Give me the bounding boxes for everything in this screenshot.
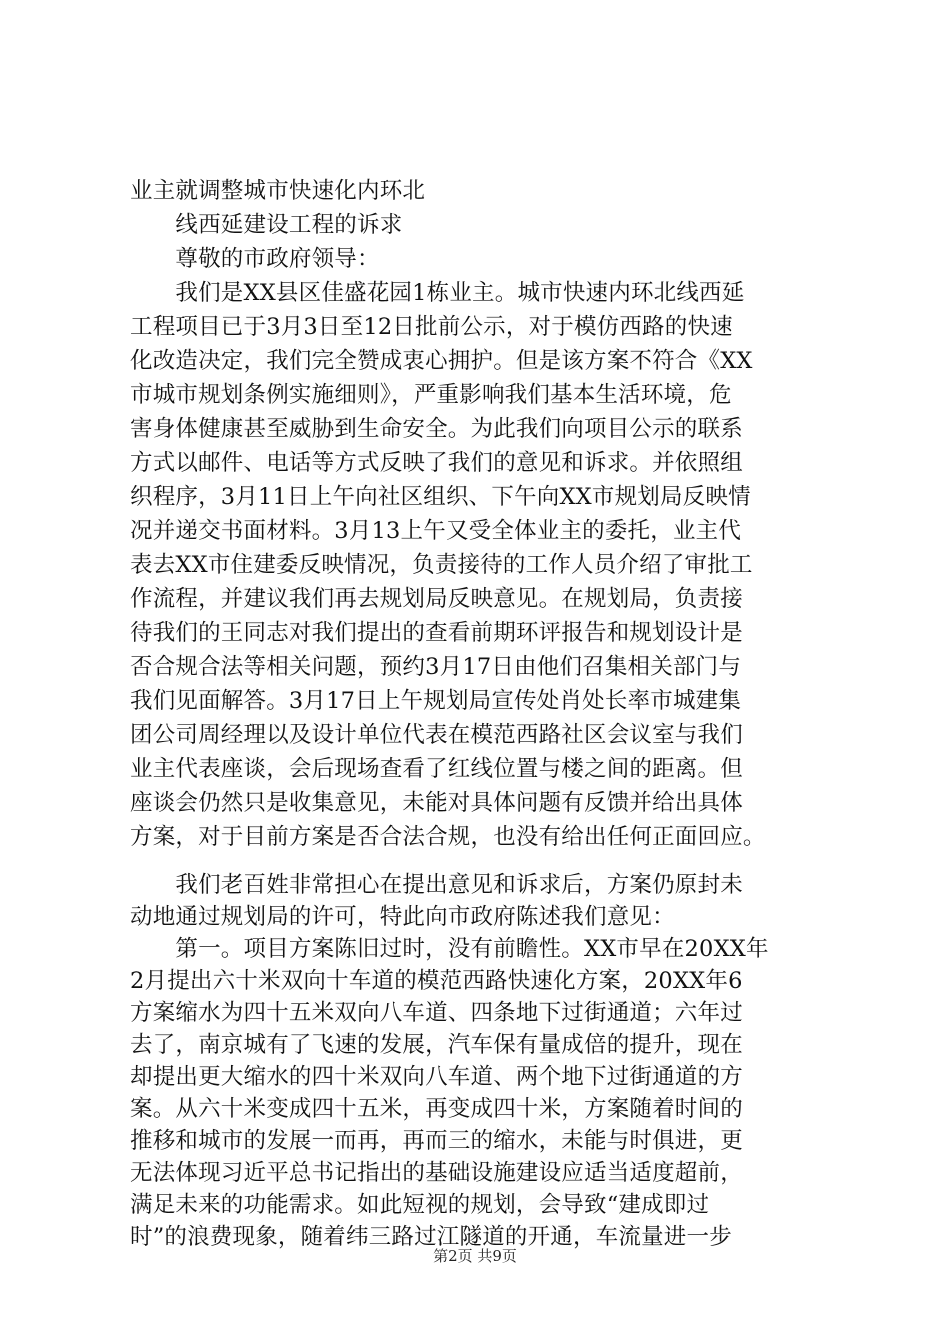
text-line: 方案缩水为四十五米双向八车道、四条地下过街通道；六年过 <box>130 1000 743 1026</box>
text-line: 时”的浪费现象，随着纬三路过江隧道的开通，车流量进一步 <box>130 1224 732 1250</box>
text-line: 工程项目已于3月3日至12日批前公示，对于模仿西路的快速 <box>130 314 733 340</box>
page-number-footer: 第2页 共9页 <box>433 1247 517 1265</box>
text-line: 2月提出六十米双向十车道的模范西路快速化方案，20XX年6 <box>130 968 743 994</box>
text-line: 第一。项目方案陈旧过时，没有前瞻性。XX市早在20XX年 <box>130 936 769 962</box>
text-line: 我们见面解答。3月17日上午规划局宣传处肖处长率市城建集 <box>130 688 742 714</box>
text-line: 座谈会仍然只是收集意见，未能对具体问题有反馈并给出具体 <box>130 790 743 816</box>
text-line: 害身体健康甚至威胁到生命安全。为此我们向项目公示的联系 <box>130 416 743 442</box>
text-line: 满足未来的功能需求。如此短视的规划，会导致“建成即过 <box>130 1192 710 1218</box>
text-line: 市城市规划条例实施细则》，严重影响我们基本生活环境，危 <box>130 382 732 408</box>
text-line: 去了，南京城有了飞速的发展，汽车保有量成倍的提升，现在 <box>130 1032 743 1058</box>
text-line: 却提出更大缩水的四十米双向八车道、两个地下过街通道的方 <box>130 1064 743 1090</box>
text-line: 动地通过规划局的许可，特此向市政府陈述我们意见： <box>130 904 675 930</box>
text-line: 我们老百姓非常担心在提出意见和诉求后，方案仍原封未 <box>130 872 743 898</box>
text-line: 我们是XX县区佳盛花园1栋业主。城市快速内环北线西延 <box>130 280 745 306</box>
text-line: 业主代表座谈，会后现场查看了红线位置与楼之间的距离。但 <box>130 756 743 782</box>
text-line: 化改造决定，我们完全赞成衷心拥护。但是该方案不符合《XX <box>130 348 753 374</box>
text-line: 团公司周经理以及设计单位代表在模范西路社区会议室与我们 <box>130 722 743 748</box>
text-line: 无法体现习近平总书记指出的基础设施建设应适当适度超前， <box>130 1160 743 1186</box>
text-line: 织程序，3月11日上午向社区组织、下午向XX市规划局反映情 <box>130 484 751 510</box>
text-line: 方式以邮件、电话等方式反映了我们的意见和诉求。并依照组 <box>130 450 743 476</box>
text-line: 否合规合法等相关问题，预约3月17日由他们召集相关部门与 <box>130 654 742 680</box>
text-line: 案。从六十米变成四十五米，再变成四十米，方案随着时间的 <box>130 1096 743 1122</box>
text-line: 方案，对于目前方案是否合法合规，也没有给出任何正面回应。 <box>130 824 766 850</box>
text-line: 况并递交书面材料。3月13上午又受全体业主的委托，业主代 <box>130 518 742 544</box>
text-line: 业主就调整城市快速化内环北 <box>130 178 426 204</box>
text-line: 表去XX市住建委反映情况，负责接待的工作人员介绍了审批工 <box>130 552 753 578</box>
text-line: 推移和城市的发展一而再，再而三的缩水，未能与时俱进，更 <box>130 1128 743 1154</box>
text-line: 作流程，并建议我们再去规划局反映意见。在规划局，负责接 <box>130 586 743 612</box>
text-line: 尊敬的市政府领导： <box>130 246 380 272</box>
text-line: 线西延建设工程的诉求 <box>130 212 403 238</box>
text-line: 待我们的王同志对我们提出的查看前期环评报告和规划设计是 <box>130 620 743 646</box>
